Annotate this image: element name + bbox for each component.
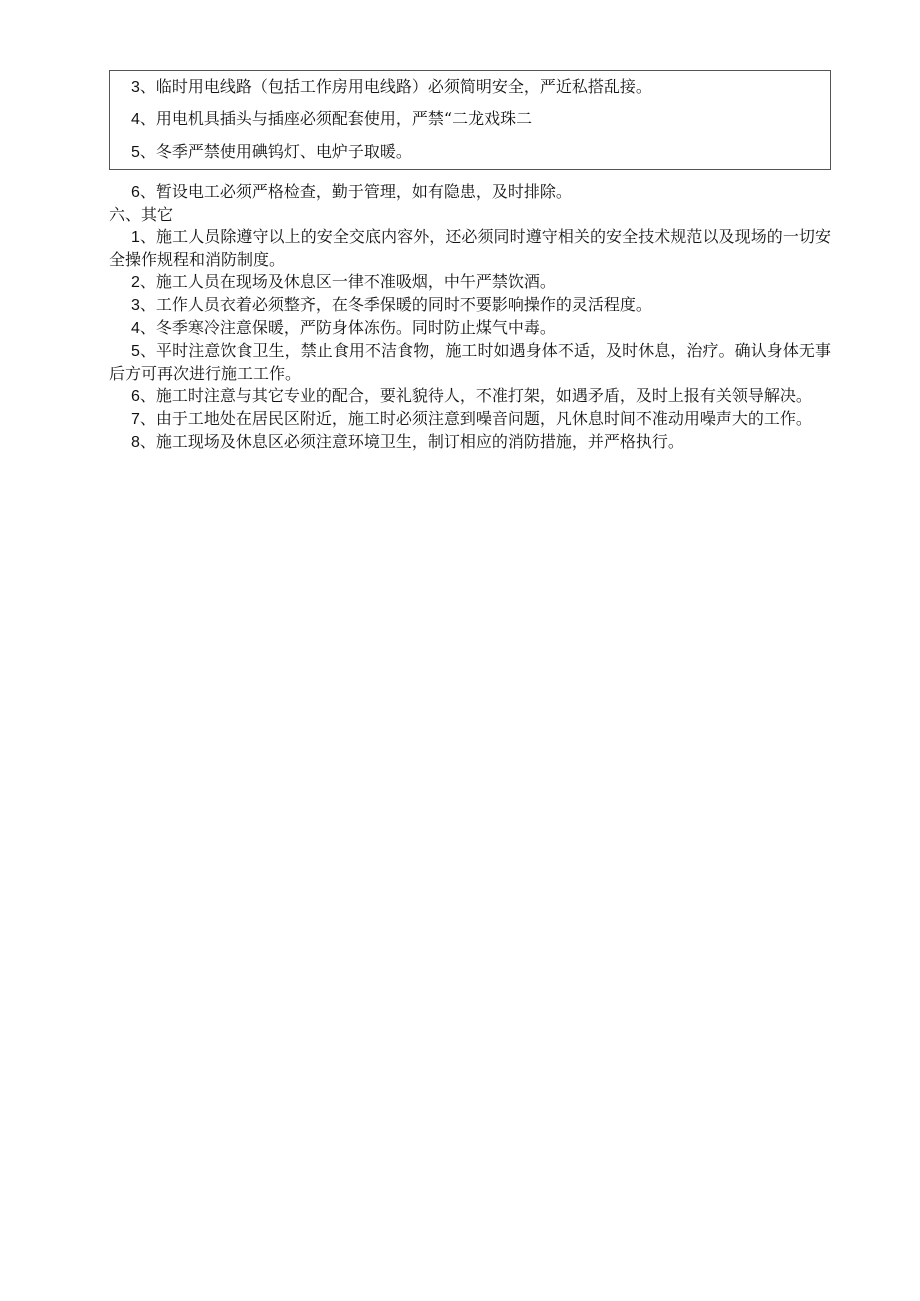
item-number: 5 xyxy=(131,343,140,360)
others-item-7 xyxy=(109,408,831,431)
boxed-item-5 xyxy=(131,142,412,163)
others-item-3 xyxy=(109,294,831,317)
item-number: 6 xyxy=(131,388,140,405)
others-item-1 xyxy=(109,226,831,271)
boxed-item-4 xyxy=(131,109,532,130)
item-text: 、暂设电工必须严格检查，勤于管理，如有隐患，及时排除。 xyxy=(139,182,572,201)
others-item-8 xyxy=(109,431,831,454)
item-text: 、施工人员除遵守以上的安全交底内容外，还必须同时遵守相关的安全技术规范以及现场的一切安全操作规程和消防制度。 xyxy=(109,227,831,269)
item-text: 、工作人员衣着必须整齐，在冬季保暖的同时不要影响操作的灵活程度。 xyxy=(139,295,652,314)
others-item-4 xyxy=(109,317,831,340)
item-text: 、由于工地处在居民区附近，施工时必须注意到噪音问题，凡休息时间不准动用噪声大的工作。 xyxy=(139,409,812,428)
item-text: 、施工时注意与其它专业的配合，要礼貌待人，不准打架，如遇矛盾，及时上报有关领导解决。 xyxy=(139,386,812,405)
boxed-item-3 xyxy=(131,77,652,98)
item-text: 、临时用电线路（包括工作房用电线路）必须简明安全，严近私搭乱接。 xyxy=(139,77,652,96)
item-number: 1 xyxy=(131,229,140,246)
electrical-item-6 xyxy=(109,181,831,204)
item-number: 8 xyxy=(131,434,140,451)
item-text: 、冬季寒冷注意保暖，严防身体冻伤。同时防止煤气中毒。 xyxy=(139,318,556,337)
item-number: 4 xyxy=(131,320,140,337)
item-number: 5 xyxy=(131,144,140,161)
body-text xyxy=(109,181,831,454)
item-text: 、用电机具插头与插座必须配套使用，严禁“二龙戏珠二 xyxy=(139,109,533,128)
item-text: 、施工现场及休息区必须注意环境卫生，制订相应的消防措施，并严格执行。 xyxy=(139,432,684,451)
item-number: 7 xyxy=(131,411,140,428)
item-number: 6 xyxy=(131,184,140,201)
item-number: 3 xyxy=(131,79,140,96)
section-heading-others: 六、其它 xyxy=(109,205,174,224)
others-item-2 xyxy=(109,271,831,294)
item-text: 、平时注意饮食卫生，禁止食用不洁食物，施工时如遇身体不适，及时休息，治疗。确认身体无事后方可再次进行施工工作。 xyxy=(109,341,831,383)
electrical-safety-box xyxy=(109,70,831,170)
others-item-5 xyxy=(109,340,831,385)
item-text: 、施工人员在现场及休息区一律不准吸烟，中午严禁饮酒。 xyxy=(139,272,556,291)
item-number: 3 xyxy=(131,297,140,314)
item-number: 4 xyxy=(131,111,140,128)
item-text: 、冬季严禁使用碘钨灯、电炉子取暖。 xyxy=(139,142,412,161)
others-item-6 xyxy=(109,385,831,408)
item-number: 2 xyxy=(131,274,140,291)
